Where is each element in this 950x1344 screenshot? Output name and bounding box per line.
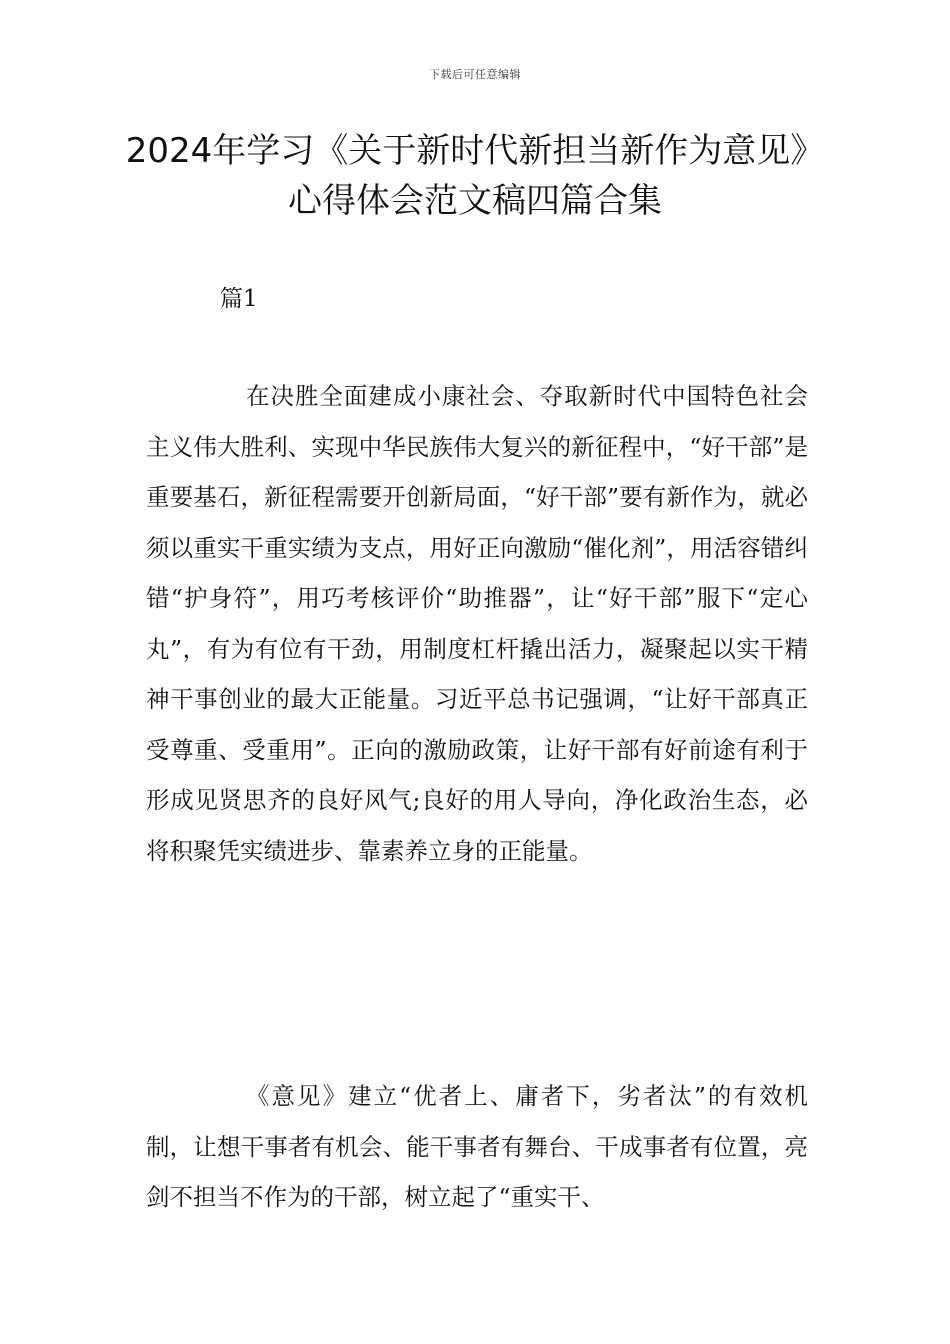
body-paragraph: 《意见》建立“优者上、庸者下，劣者汰”的有效机制，让想干事者有机会、能干事者有舞台、干成事者有位置，亮剑不担当不作为的干部，树立起了“重实干、 [146,1082,808,1211]
document-title: 2024年学习《关于新时代新担当新作为意见》心得体会范文稿四篇合集 [125,131,825,221]
section-label: 篇1 [220,286,258,312]
header-note: 下载后可任意编辑 [429,68,521,81]
body-paragraph: 在决胜全面建成小康社会、夺取新时代中国特色社会主义伟大胜利、实现中华民族伟大复兴的新征程中，“好干部”是重要基石，新征程需要开创新局面，“好干部”要有新作为，就必须以重实干重实绩为支点，用好正向激励“催化剂”，用活容错纠错“护身符”，用巧考核评价“助推器”，让“好干部”服下“定心丸”，有为有位有干劲，用制度杠杆撬出活力，凝聚起以实干精神干事创业的最大正能量。习近平总书记强调，“让好干部真正受尊重、受重用”。正向的激励政策，让好干部有好前途有利于形成见贤思齐的良好风气;良好的用人导向，净化政治生态，必将积聚凭实绩进步、靠素养立身的正能量。 [146,382,808,865]
